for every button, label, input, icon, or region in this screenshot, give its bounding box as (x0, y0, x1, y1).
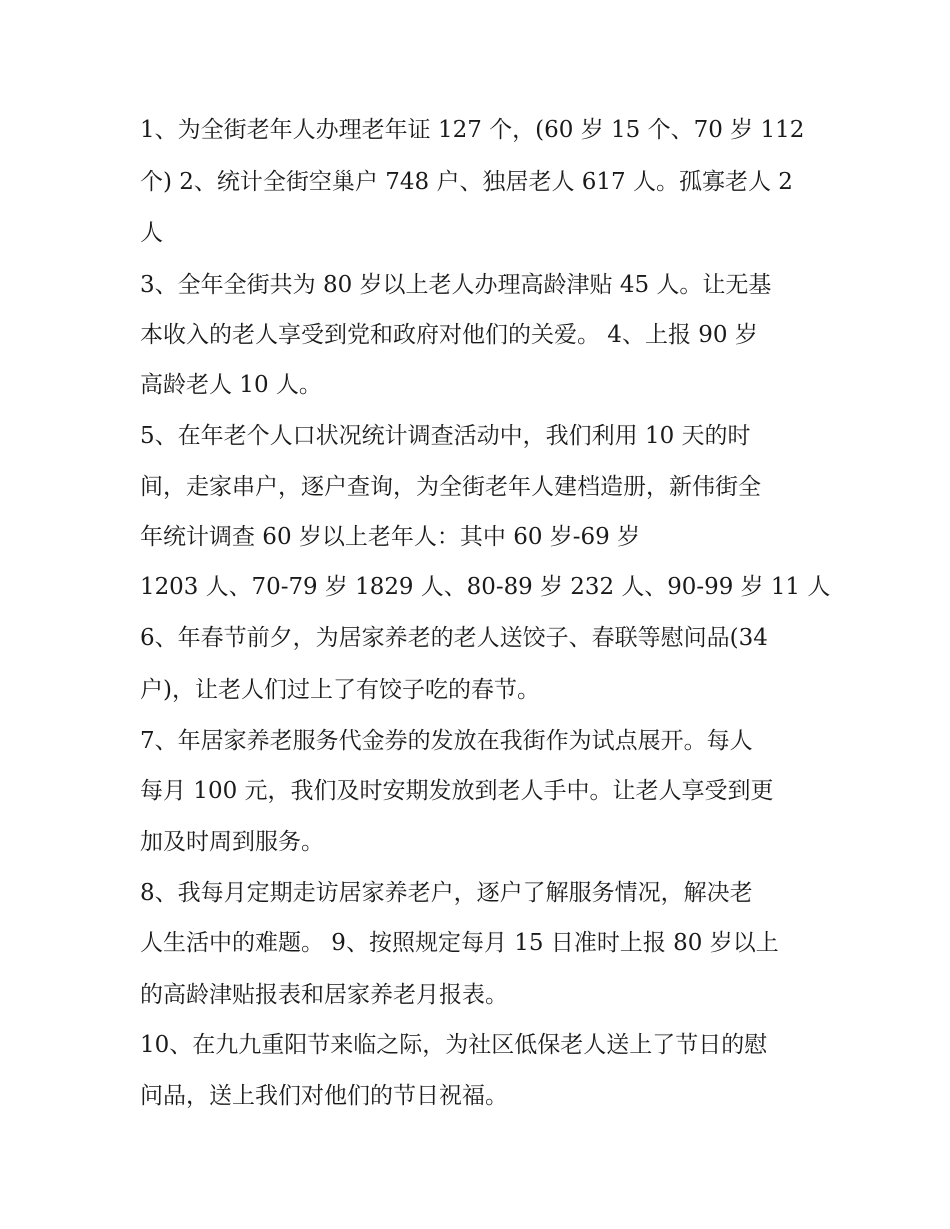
text-line: 问品，送上我们对他们的节日祝福。 (140, 1083, 508, 1109)
text-line: 间，走家串户，逐户查询，为全街老年人建档造册，新伟街全 (140, 474, 761, 500)
text-line: 每月 100 元，我们及时安期发放到老人手中。让老人享受到更 (140, 778, 774, 804)
text-line: 7、年居家养老服务代金券的发放在我街作为试点展开。每人 (140, 728, 753, 754)
text-line: 个) 2、统计全街空巢户 748 户、独居老人 617 人。孤寡老人 2 (140, 169, 793, 195)
text-line: 年统计调查 60 岁以上老年人：其中 60 岁-69 岁 (140, 524, 641, 550)
text-line: 3、全年全街共为 80 岁以上老人办理高龄津贴 45 人。让无基 (140, 272, 772, 298)
text-line: 1、为全街老年人办理老年证 127 个，(60 岁 15 个、70 岁 112 (140, 117, 805, 143)
text-line: 1203 人、70-79 岁 1829 人、80-89 岁 232 人、90-99 岁 11 人 (140, 574, 831, 600)
text-line: 本收入的老人享受到党和政府对他们的关爱。 4、上报 90 岁 (140, 322, 758, 348)
text-line: 户)，让老人们过上了有饺子吃的春节。 (140, 677, 540, 703)
text-line: 的高龄津贴报表和居家养老月报表。 (140, 982, 508, 1008)
text-line: 5、在年老个人口状况统计调查活动中，我们利用 10 天的时 (140, 423, 751, 449)
text-line: 10、在九九重阳节来临之际，为社区低保老人送上了节日的慰 (140, 1032, 768, 1058)
text-line: 人生活中的难题。 9、按照规定每月 15 日准时上报 80 岁以上 (140, 930, 779, 956)
text-line: 6、年春节前夕，为居家养老的老人送饺子、春联等慰问品(34 (140, 625, 768, 651)
text-line: 人 (140, 220, 163, 246)
text-line: 高龄老人 10 人。 (140, 372, 322, 398)
text-line: 8、我每月定期走访居家养老户，逐户了解服务情况，解决老 (140, 880, 753, 906)
text-line: 加及时周到服务。 (140, 829, 324, 855)
